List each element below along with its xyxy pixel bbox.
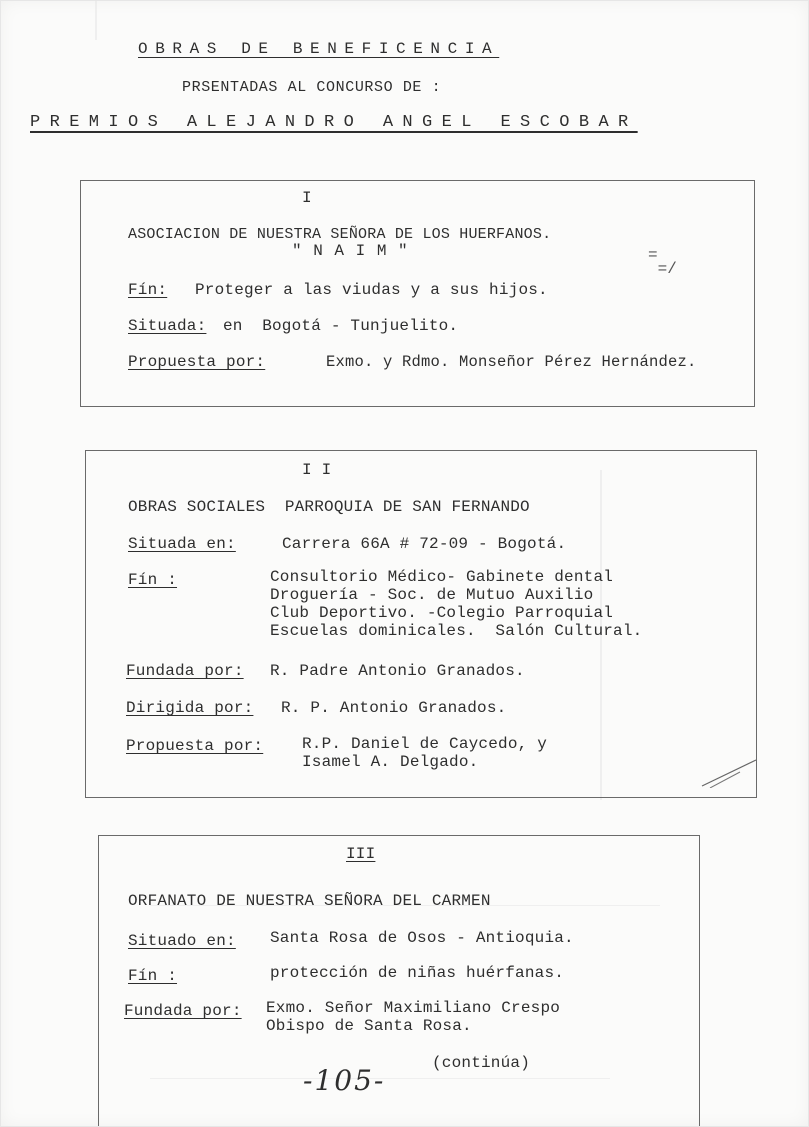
field-label-dirigida: Dirigida por: xyxy=(126,699,254,717)
field-value-fin-line: Club Deportivo. -Colegio Parroquial xyxy=(270,604,614,622)
award-title: PREMIOS ALEJANDRO ANGEL ESCOBAR xyxy=(30,113,638,132)
pencil-mark: = =/ xyxy=(648,246,677,278)
field-value-fin: Proteger a las viudas y a sus hijos. xyxy=(195,281,548,299)
field-label-fundada: Fundada por: xyxy=(126,662,244,680)
field-label-fin: Fín: xyxy=(128,281,168,299)
field-value-situada: en Bogotá - Tunjuelito. xyxy=(223,317,459,335)
entry-name-acronym: " N A I M " xyxy=(292,242,409,260)
field-value-dirigida: R. P. Antonio Granados. xyxy=(281,699,507,717)
field-value-propuesta-line: Isamel A. Delgado. xyxy=(302,753,479,771)
page-number: -105- xyxy=(303,1064,386,1097)
entry-name: ASOCIACION DE NUESTRA SEÑORA DE LOS HUERFANOS. xyxy=(128,226,552,243)
entry-number: III xyxy=(346,845,376,863)
field-label-propuesta: Propuesta por: xyxy=(126,737,264,755)
field-value-fundada-line: Exmo. Señor Maximiliano Crespo xyxy=(266,999,561,1017)
field-value-fin-line: Consultorio Médico- Gabinete dental xyxy=(270,568,614,586)
continues-note: (continúa) xyxy=(432,1054,531,1072)
field-label-fin: Fín : xyxy=(128,571,178,589)
entry-number: I I xyxy=(302,461,332,479)
field-label-fundada: Fundada por: xyxy=(124,1002,242,1020)
entry-name: OBRAS SOCIALES PARROQUIA DE SAN FERNANDO xyxy=(128,498,530,516)
field-value-fundada: R. Padre Antonio Granados. xyxy=(270,662,525,680)
document-title: OBRAS DE BENEFICENCIA xyxy=(138,40,500,58)
pencil-mark xyxy=(700,758,760,788)
field-value-situada: Carrera 66A # 72-09 - Bogotá. xyxy=(282,535,567,553)
field-value-propuesta-line: R.P. Daniel de Caycedo, y xyxy=(302,735,548,753)
field-value-propuesta: Exmo. y Rdmo. Monseñor Pérez Hernández. xyxy=(326,353,697,371)
field-label-situada: Situada: xyxy=(128,317,207,335)
field-label-fin: Fín : xyxy=(128,967,178,985)
field-value-fin-line: Escuelas dominicales. Salón Cultural. xyxy=(270,622,643,640)
field-label-propuesta: Propuesta por: xyxy=(128,353,266,371)
entry-number: I xyxy=(302,189,312,207)
bleed-through-mark xyxy=(95,0,97,40)
field-value-situado: Santa Rosa de Osos - Antioquia. xyxy=(270,929,574,947)
field-value-fin: protección de niñas huérfanas. xyxy=(270,964,565,982)
entry-name: ORFANATO DE NUESTRA SEÑORA DEL CARMEN xyxy=(128,892,491,910)
field-value-fundada-line: Obispo de Santa Rosa. xyxy=(266,1017,472,1035)
field-value-fin-line: Droguería - Soc. de Mutuo Auxilio xyxy=(270,586,594,604)
field-label-situada: Situada en: xyxy=(128,535,236,553)
field-label-situado: Situado en: xyxy=(128,932,236,950)
document-subtitle: PRSENTADAS AL CONCURSO DE : xyxy=(182,79,442,96)
